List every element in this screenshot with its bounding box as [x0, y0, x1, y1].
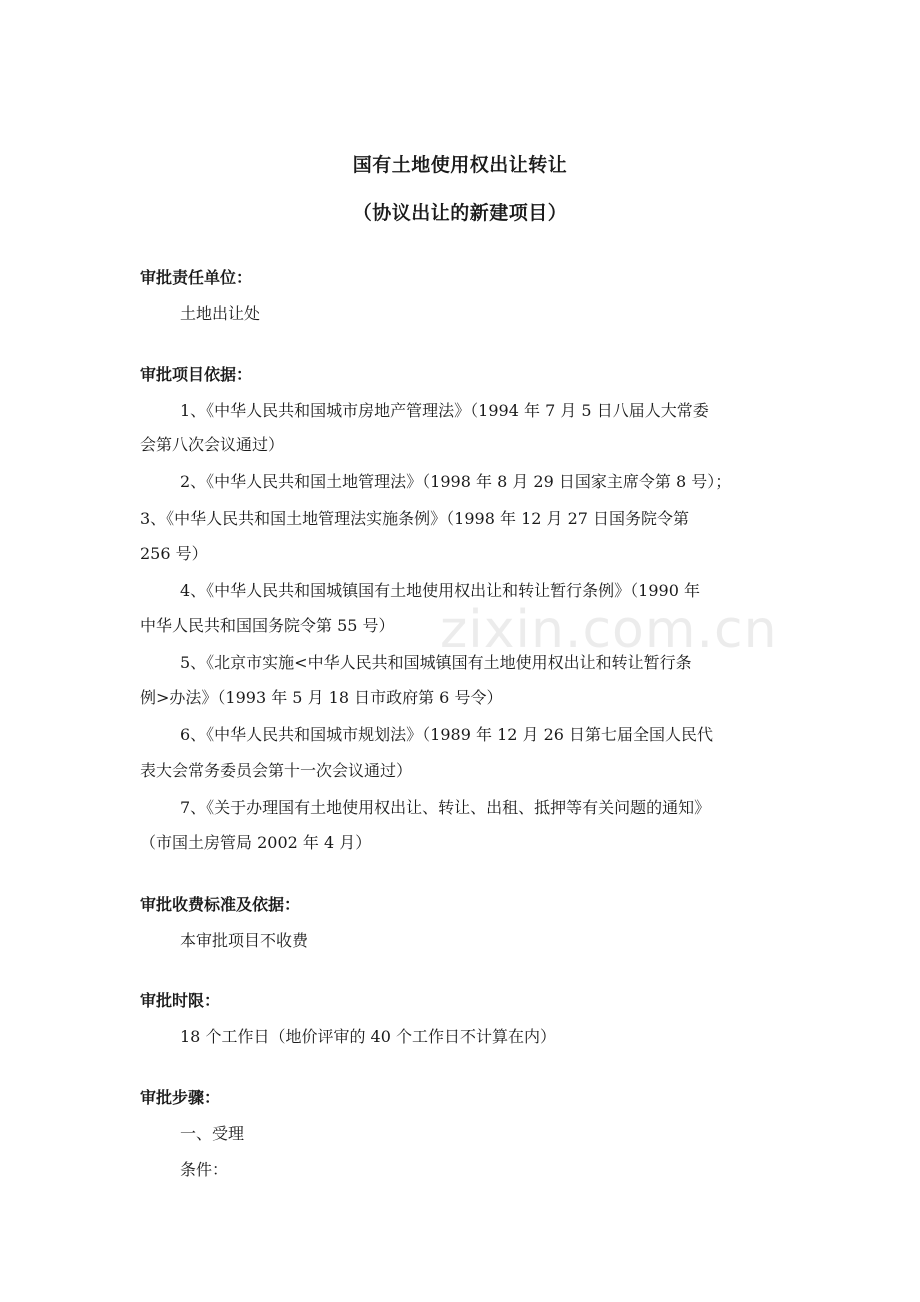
- basis-line: 例>办法》（1993 年 5 月 18 日市政府第 6 号令）: [140, 688, 503, 707]
- time-limit-content: 18 个工作日（地价评审的 40 个工作日不计算在内）: [180, 1027, 556, 1046]
- watermark: zixin.com.cn: [440, 600, 778, 660]
- basis-heading: 审批项目依据：: [140, 365, 253, 384]
- time-limit-heading: 审批时限：: [140, 991, 221, 1010]
- basis-line: 256 号）: [140, 544, 208, 563]
- basis-line: 1、《中华人民共和国城市房地产管理法》（1994 年 7 月 5 日八届人大常委: [180, 401, 709, 420]
- fees-heading: 审批收费标准及依据：: [140, 895, 301, 914]
- basis-line: 5、《北京市实施<中华人民共和国城镇国有土地使用权出让和转让暂行条: [180, 653, 692, 672]
- basis-line: 会第八次会议通过）: [140, 435, 285, 454]
- responsible-unit-content: 土地出让处: [180, 304, 261, 323]
- basis-line: 6、《中华人民共和国城市规划法》（1989 年 12 月 26 日第七届全国人民代: [180, 725, 714, 744]
- basis-line: 表大会常务委员会第十一次会议通过）: [140, 761, 413, 780]
- document-subtitle: （协议出让的新建项目）: [352, 202, 568, 224]
- basis-line: 4、《中华人民共和国城镇国有土地使用权出让和转让暂行条例》（1990 年: [180, 581, 700, 600]
- basis-line: 3、《中华人民共和国土地管理法实施条例》（1998 年 12 月 27 日国务院令第: [140, 509, 690, 528]
- step-one: 一、受理: [180, 1124, 245, 1143]
- basis-line: 2、《中华人民共和国土地管理法》（1998 年 8 月 29 日国家主席令第 8 号）；: [180, 472, 732, 491]
- responsible-unit-heading: 审批责任单位：: [140, 268, 253, 287]
- fees-content: 本审批项目不收费: [180, 931, 309, 950]
- basis-line: 中华人民共和国国务院令第 55 号）: [140, 616, 395, 635]
- document-title: 国有土地使用权出让转让: [352, 154, 568, 176]
- steps-heading: 审批步骤：: [140, 1088, 221, 1107]
- basis-line: 7、《关于办理国有土地使用权出让、转让、出租、抵押等有关问题的通知》: [180, 798, 711, 817]
- basis-line: （市国土房管局 2002 年 4 月）: [140, 833, 372, 852]
- conditions-label: 条件：: [180, 1160, 229, 1179]
